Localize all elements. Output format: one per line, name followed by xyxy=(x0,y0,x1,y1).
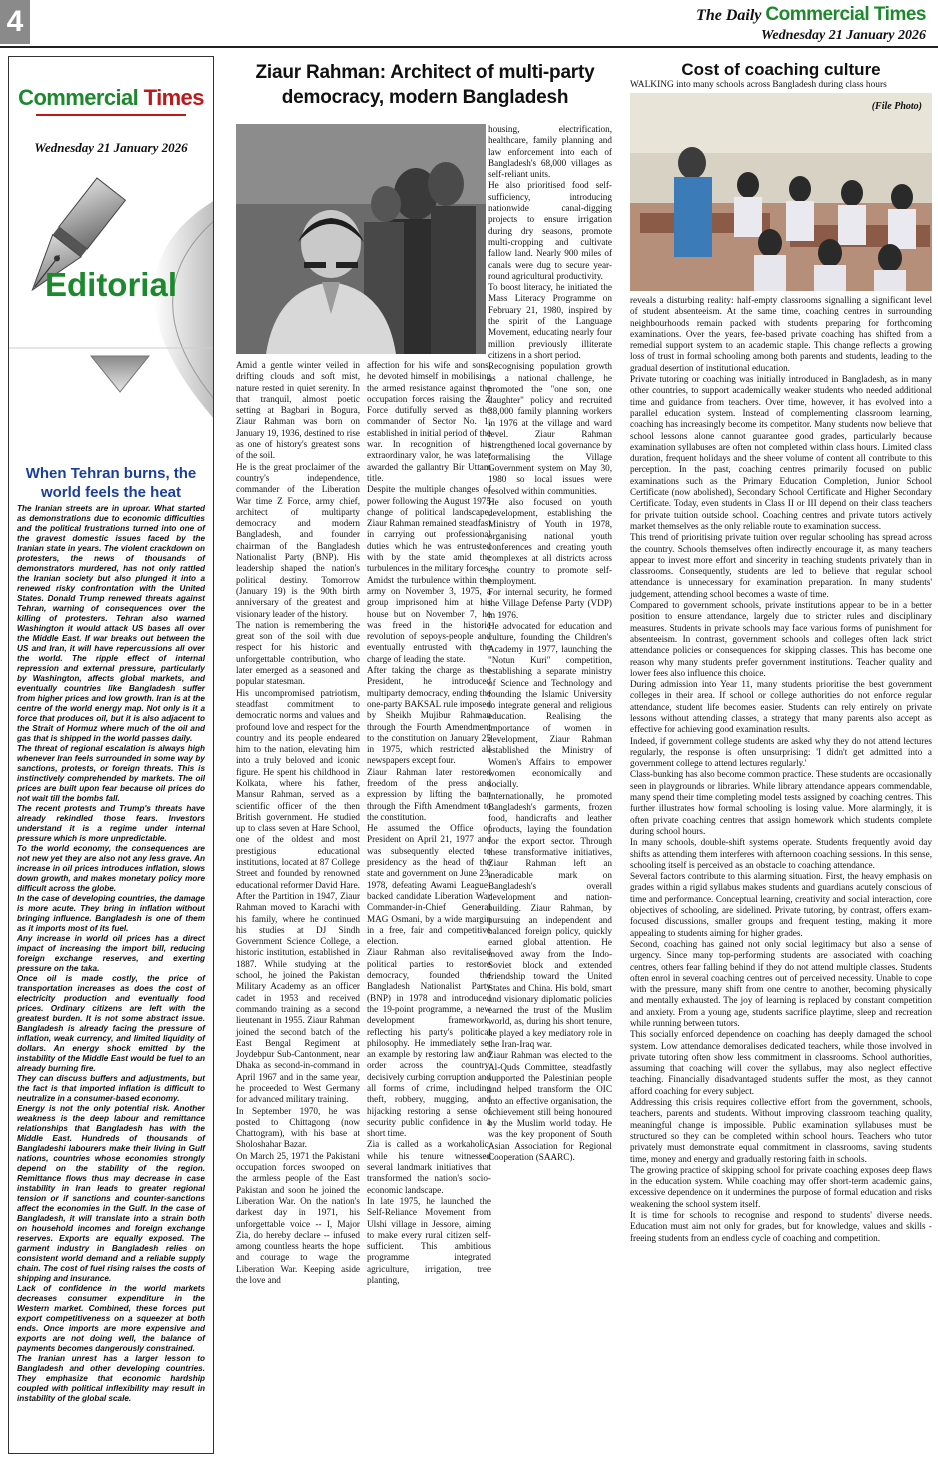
coaching-paragraph: In many schools, double-shift systems operate. Students frequently avoid day shifts as attending them interferes with afternoon coaching sessions. In this sense, schooling itself is perceived as an obstacle to coaching attendance. xyxy=(630,837,932,870)
coaching-paragraph: Addressing this crisis requires collective effort from the government, schools, teachers, parents and students. Without improving classroom teaching quality, meaningful change is impossible. Public examination syllabuses must be structured so they can be completed within school hours. Teachers who tutor privately must demonstrate equal commitment in classrooms, saving students time, money and energy and gradually restoring faith in schools. xyxy=(630,1097,932,1164)
coaching-paragraph: Private tutoring or coaching was initially introduced in Bangladesh, as in many other countries, to support academically weaker students who needed additional time and guidance from teachers. Over time, however, it has evolved into a parallel education system. Instead of complementing classroom learning, coaching has increasingly become its competitor. Many students now believe that school lessons alone cannot guarantee good grades, particularly because examination syllabuses are often not completed within class hours. Limited class duration, frequent holidays and the sheer volume of content all contribute to this perception. In the past, coaching centres primarily focused on public examinations such as the Primary Education Completion, Junior School Certificate (now abolished), Secondary School Certificate and Higher Secondary Certificate. Today, even students in Class II or III depend on their class teachers for private tuition outside school. Coaching centres and private tutors actively market themselves as the only reliable route to examination success. xyxy=(630,374,932,531)
ziaur-paragraph: In late 1975, he launched the Self-Reliance Movement from Ulshi village in Jessore, aiming to make every rural citizen self-sufficient. This ambitious programme integrated agriculture, irrigation, tree planting, xyxy=(367,1195,491,1286)
ziaur-paragraph: He advocated for education and culture, founding the Children's Academy in 1977, launching the "Notun Kuri" competition, establishing a separate ministry of Science and Technology and founding the Islamic University to integrate general and religious education. Realising the importance of women in development, Ziaur Rahman established the Ministry of Women's Affairs to empower women economically and socially. xyxy=(488,621,612,790)
logo-underline xyxy=(36,114,186,116)
ziaur-paragraph: His uncompromised patriotism, steadfast commitment to democratic norms and values and profound love and respect for the country and its people endeared him to the nation, elevating him into a truly beloved and iconic figure. He spent his childhood in Kolkata, where his father, Mansur Rahman, served as a scientific officer of the then British government. He studied up to class seven at Hare School, one of the oldest and most prestigious educational institutions, located at 87 College Street and founded by renowned educational reformer David Hare. xyxy=(236,687,360,890)
coaching-headline: Cost of coaching culture xyxy=(681,60,881,79)
coaching-paragraph: Class-bunking has also become common practice. These students are occasionally seen in playgrounds or libraries. While library attendance appears commendable, many spend their time completing model tests assigned by coaching centres. This further illustrates how formal schooling is losing value. More alarmingly, it is often private coaching centres that assign homework which students complete during school hours. xyxy=(630,769,932,836)
editorial-paragraph: The Iranian streets are in uproar. What started as demonstrations due to economic difficulties and the political frustrations turned into one of the gravest domestic issues faced by the Iranian state in years. The violent crackdown on protesters, the news of thousands of demonstrators murdered, has not only rattled the Iranian society but also plunged it into a renewed risky confrontation with the United States. Donald Trump renewed threats against Tehran, warning of consequences over the killing of protesters. Tehran also warned Washington it would attack US bases all over the Middle East. If war breaks out between the US and Iran, it will have repercussions all over the world. The ripple effect of internal repression and external pressure, particularly by Washington, affects global markets, and eventually countries like Bangladesh suffer from higher prices and low growth. Iran is at the centre of the world energy map. Not only is it a force that produces oil, but it is also adjacent to the Strait of Hormuz where much of the oil and gas that is shipped in the world passes daily. xyxy=(17,504,205,743)
editorial-paragraph: In the case of developing countries, the damage is more acute. They bring in inflation without bringing influence. Bangladesh is one of them as it imports most of its fuel. xyxy=(17,894,205,933)
editorial-headline: When Tehran burns, the world feels the heat xyxy=(25,465,197,501)
coaching-paragraph: Indeed, if government college students are asked why they do not attend lectures regularly, the response is often unsurprising: 'I didn't get admitted into a government college to attend lectures regularly.' xyxy=(630,735,932,769)
ziaur-paragraph: affection for his wife and sons, he devoted himself in mobilising the armed resistance against the occupation forces raising the Z Force dutifully served as the commander of Sector No. 1, established in initial period of the war. In recognition of his extraordinary valor, he was later awarded the gallantry Bir Uttam title. xyxy=(367,360,491,483)
page-number: 4 xyxy=(0,0,30,44)
editorial-paragraph: Energy is not the only potential risk. Another weakness is the deep labour and remittance relationships that Bangladesh has with the Middle East. Hundreds of thousands of Bangladeshi labourers make their living in Gulf nations, countries whose economies strongly depend on the stability of the region. Remittance flows thus may decrease in case instability in Iran leads to greater regional tension or if sanctions and counter-sanctions affect the economies in the Gulf. In the case of Bangladesh, it will translate into a strain both on household incomes and foreign exchange reserves. Exports are equally exposed. The garment industry in Bangladesh relies on consistent world demand and a reliable supply chain. The cost of fuel rising raises the costs of shipping and insurance. xyxy=(17,1104,205,1283)
logo-commercial: Commercial xyxy=(18,85,139,110)
coaching-paragraph: reveals a disturbing reality: half-empty classrooms signalling a significant level of student absenteeism. At the same time, coaching centres in surrounding neighbourhoods remain packed with students preparing for forthcoming examinations. Over the years, fee-based private coaching has shifted from a remedial support system to an academic staple. This change reflects a growing loss of trust in formal schooling among both parents and students, leading to the gradual desertion of institutional education. xyxy=(630,295,932,373)
section-label: Editorial xyxy=(44,266,178,303)
ziaur-paragraph: Zia is called as a workaholic, while his tenure witnessed several landmark initiatives that transformed the nation's socio-economic landscape. xyxy=(367,1139,491,1195)
ziaur-column-3 xyxy=(488,124,612,1163)
masthead-title: Commercial Times xyxy=(765,4,926,25)
ziaur-paragraph: housing, electrification, healthcare, family planning and law enforcement into each of Bangladesh's 68,000 villages as self-reliant units. xyxy=(488,124,612,180)
top-rule xyxy=(0,46,938,48)
editorial-paragraph: Lack of confidence in the world markets decreases consumer expenditure in the Western market. Combined, these forces put export competitiveness on a squeezer at both ends. Once imports are more expensive and exports are not doing well, the balance of payments becomes dangerously constrained. xyxy=(17,1284,205,1353)
ziaur-paragraph: Internationally, he promoted Bangladesh's garments, frozen food, handicrafts and leather products, laying the foundation for the export sector. Through these transformative initiatives, Ziaur Rahman left an ineradicable mark on Bangladesh's overall development and nation-building. Ziaur Rahman, by pursuing an independent and balanced foreign policy, quickly earned global attention. He moved away from the Indo-Soviet block and extended friendship toward the United States and China. His bold, smart and visionary diplomatic policies earned the trust of the Muslim world, as, during his short tenure, he played a key mediatory role in the Iran-Iraq war. xyxy=(488,790,612,1050)
masthead xyxy=(696,4,926,44)
ziaur-headline: Ziaur Rahman: Architect of multi-party democracy, modern Bangladesh xyxy=(255,62,595,108)
sidebar-logo xyxy=(9,85,213,111)
ziaur-column-1 xyxy=(236,360,360,1286)
ziaur-paragraph: After the Partition in 1947, Ziaur Rahman moved to Karachi with his family, where he continued his studies at DJ Sindh Government Science College, a historic institution, established in 1887. While studying at the school, he joined the Pakistan Military Academy as an officer cadet in 1953 and received commando training as a second lieutenant in 1955. Ziaur Rahman joined the second batch of the East Bengal Regiment at Joydebpur Sub-Cantonment, near Dhaka as second-in-command in April 1967 and in the same year, he proceeded to West Germany for advanced military training. xyxy=(236,890,360,1105)
ziaur-paragraph: For internal security, he formed the Village Defense Party (VDP) in 1976. xyxy=(488,587,612,620)
ziaur-paragraph: Ziaur Rahman later restored freedom of the press and expression by lifting the ban through the Fifth Amendment to the constitution. xyxy=(367,766,491,822)
coaching-body xyxy=(630,295,932,1244)
coaching-paragraph: The growing practice of skipping school for private coaching exposes deep flaws in the education system. While coaching may offer short-term academic gains, excessive dependence on it undermines the purpose of formal education and risks weakening the school system itself. xyxy=(630,1164,932,1209)
ziaur-article xyxy=(226,56,624,1454)
masthead-date: Wednesday 21 January 2026 xyxy=(760,28,926,43)
ziaur-paragraph: On March 25, 1971 the Pakistani occupation forces swooped on the armless people of the East Pakistan and soon he joined the Liberation War. On the nation's darkest day in 1971, his unforgettable voice -- I, Major Zia, do hereby declare -- infused among countless hearts the hope and courage to wage the Liberation War. Keeping aside the love and xyxy=(236,1150,360,1286)
ziaur-paragraph: Recognising population growth as a national challenge, he promoted the "one son, one daughter" policy and recruited 38,000 family planning workers in 1976 at the village and ward level. Ziaur Rahman strengthened local governance by formalising the Village Government system on May 30, 1980 so local issues were resolved within communities. xyxy=(488,361,612,496)
ziaur-paragraph: He assumed the Office of President on April 21, 1977 and was subsequently elected to presidency as the head of the state and government on June 23, 1978, defeating Awami League-backed candidate Liberation War Commander-in-Chief General MAG Osmani, by a wide margin in a free, fair and competitive election. xyxy=(367,823,491,947)
masthead-paper-name xyxy=(696,4,926,26)
logo-times: Times xyxy=(143,85,204,110)
ziaur-paragraph: Ziaur Rahman also revitalised political parties to restore democracy, founded the Bangladesh Nationalist Party (BNP) in 1978 and introduced the 19-point programme, a new development framework, reflecting his party's political philosophy. He immediately set an example by restoring law and order across the country, decisively curbing corruption and all forms of crime, including theft, robbery, mugging, and hijacking restoring a sense of security public confidence in a short time. xyxy=(367,947,491,1139)
coaching-paragraph: During admission into Year 11, many students prioritise the best government colleges in their area. If school or college authorities do not enforce regular attendance, student life becomes easier. Students can rely entirely on private lessons without attending classes, a strategy that many parents also accept as effective for achieving good examination results. xyxy=(630,679,932,735)
coaching-paragraph: This socially enforced dependence on coaching has deeply damaged the school system. Low attendance demoralises dedicated teachers, while those involved in private tutoring often show less commitment in classrooms. School authorities, assuming that coaching will cover the syllabus, may also neglect effective teaching. Financially disadvantaged students suffer the most, as they cannot afford coaching for every subject. xyxy=(630,1029,932,1096)
coaching-article xyxy=(630,56,932,1454)
ziaur-paragraph: Despite the multiple changes of power following the August 1975 change of political landscape, Ziaur Rahman remained steadfast in carrying out professional duties which he was entrusted with by the state amid the turbulences in the military forces. xyxy=(367,484,491,574)
coaching-paragraph: Compared to government schools, private institutions appear to be in a better position to ensure attendance, largely due to stricter rules and disciplinary measures. Students in private schools may face various forms of punishment for absenteeism. In contrast, government schools and colleges often lack strict attendance policies or consequences for skipping classes. This has become one reason why many students prefer government institutions. Teacher quality and lower fees also influence this choice. xyxy=(630,600,932,678)
ziaur-paragraph: To boost literacy, he initiated the Mass Literacy Programme on February 21, 1980, inspired by the spirit of the Language Movement, educating nearly four million previously illiterate citizens in a short period. xyxy=(488,282,612,360)
ziaur-column-2 xyxy=(367,360,491,1286)
editorial-sidebar xyxy=(8,56,214,1454)
editorial-paragraph: They can discuss buffers and adjustments, but the fact is that imported inflation is difficult to neutralize in a consumer-based economy. xyxy=(17,1074,205,1103)
coaching-lead: WALKING into many schools across Bangladesh during class hours xyxy=(630,80,887,90)
coaching-paragraph: This trend of prioritising private tuition over regular schooling has spread across the country. Schools themselves often indirectly encourage it, as many teachers appear to invest more effort and sincerity in teaching students privately than in classrooms. Consequently, students are led to believe that regular school attendance is unnecessary for examination preparation. In many students' judgement, attending school becomes a waste of time. xyxy=(630,532,932,599)
masthead-prefix: The Daily xyxy=(696,7,762,24)
editorial-paragraph: The threat of regional escalation is always high whenever Iran feels surrounded in some way by sanctions, protests, or foreign threats. This is instinctively comprehended by markets. The oil prices are built upon fear because oil prices do not wait till the bombs fall. xyxy=(17,744,205,803)
ziaur-paragraph: Amid a gentle winter veiled in drifting clouds and soft mist, nature rested in quiet serenity. In that tranquil, almost poetic setting at Bagbari in Bogura, Ziaur Rahman was born on January 19, 1936, destined to rise as one of history's greatest sons of the soil. xyxy=(236,360,360,461)
coaching-paragraph: Second, coaching has gained not only social legitimacy but also a sense of urgency. Since many top-performing students are associated with coaching centres, others fear falling behind if they do not attend multiple classes. Students often enrol in several coaching centres out of perceived necessity. Unable to cope with the pressure, many shift from one centre to another, becoming physically and mentally exhausted. The joy of learning is replaced by constant competition and anxiety. From a young age, students sacrifice playtime, sleep and recreation while running between tutors. xyxy=(630,938,932,1028)
ziaur-paragraph: He is the great proclaimer of the country's independence, commander of the Liberation War time Z Force, army chief, architect of multiparty democracy and modern Bangladesh, and founder chairman of the Bangladesh Nationalist Party (BNP). His leadership shaped the nation's political destiny. Tomorrow (January 19) is the 90th birth anniversary of the greatest and visionary leader of the history. xyxy=(236,461,360,619)
ziaur-paragraph: Amidst the turbulence within the army on November 3, 1975, a group imprisoned him at his house but on November 7, he was freed in the historic revolution of sepoys-people and eventually entrusted with the charge of leading the state. xyxy=(367,574,491,664)
ziaur-paragraph: He also prioritised food self-sufficiency, introducing nationwide canal-digging projects to ensure irrigation during dry seasons, promote multi-cropping and cultivate fallow land. Nearly 900 miles of canals were dug to secure year-round agricultural productivity. xyxy=(488,180,612,281)
classroom-photo xyxy=(630,93,932,291)
editorial-body xyxy=(9,504,213,1404)
photo-caption: (File Photo) xyxy=(871,101,922,112)
editorial-paragraph: Once oil is made costly, the price of transportation increases as does the cost of electricity production and eventually food prices. Ordinary citizens are left with the greatest burden. It is not some abstract issue. Bangladesh is already facing the pressure of inflation, weak currency, and limited liquidity of dollars. An energy shock emitted by the instability of the Middle East would be fuel to an already burning fire. xyxy=(17,974,205,1073)
coaching-paragraph: It is time for schools to recognise and respond to students' diverse needs. Education must aim not only for grades, but for knowledge, values and skills - freeing students from an endless cycle of coaching and competition. xyxy=(630,1210,932,1243)
editorial-paragraph: The Iranian unrest has a larger lesson to Bangladesh and other developing countries. They emphasize that economic hardship coupled with political inflexibility may result in instability of the global scale. xyxy=(17,1354,205,1403)
ziaur-photo xyxy=(236,124,486,354)
ziaur-paragraph: The nation is remembering the great son of the soil with due respect for his historic and unforgettable contribution, who later emerged as a seasoned and popular statesman. xyxy=(236,619,360,687)
editorial-paragraph: The recent protests and Trump's threats have already rekindled those fears. Investors understand it is a regime under internal pressure which is more unpredictable. xyxy=(17,804,205,843)
sidebar-date: Wednesday 21 January 2026 xyxy=(34,140,188,155)
ziaur-paragraph: After taking the charge as the President, he introduced multiparty democracy, ending the one-party BAKSAL rule imposed by Sheikh Mujibur Rahman through the Fourth Amendment to the constitution on January 25 in 1975, which restricted all newspapers except four. xyxy=(367,665,491,766)
editorial-graphic xyxy=(9,160,213,460)
ziaur-paragraph: He also focused on youth development, establishing the Ministry of Youth in 1978, organising national youth conferences and creating youth complexes at all districts across the country to promote self-employment. xyxy=(488,496,612,586)
ziaur-paragraph: In September 1970, he was posted to Chittagong (now Chattogram), with his base at Sholoshahar Bazar. xyxy=(236,1105,360,1150)
coaching-photo xyxy=(630,93,932,291)
coaching-paragraph: Several factors contribute to this alarming situation. First, the heavy emphasis on grades within a rigid syllabus makes students and guardians acutely conscious of time and performance. Conceptual learning, creativity and social interaction, core objectives of schooling, are sidelined. Private tutoring, by contrast, offers exam-focused discussions, smaller groups and frequent testing, making it more appealing to students aiming for higher grades. xyxy=(630,871,932,938)
editorial-paragraph: Any increase in world oil prices has a direct impact of increasing the import bill, reducing foreign exchange reserves, and exerting pressure on the taka. xyxy=(17,934,205,973)
ziaur-paragraph: Ziaur Rahman was elected to the Al-Quds Committee, steadfastly supported the Palestinian people and helped transform the OIC into an effective organisation, the achievement still being honoured by the Muslim world today. He was the key proponent of South Asian Association for Regional Cooperation (SAARC). xyxy=(488,1050,612,1163)
editorial-paragraph: To the world economy, the consequences are not new yet they are also not any less grave. An increase in oil prices introduces inflation, slows down growth, and makes monetary policy more difficult across the globe. xyxy=(17,844,205,893)
pen-nib-icon xyxy=(9,160,214,460)
